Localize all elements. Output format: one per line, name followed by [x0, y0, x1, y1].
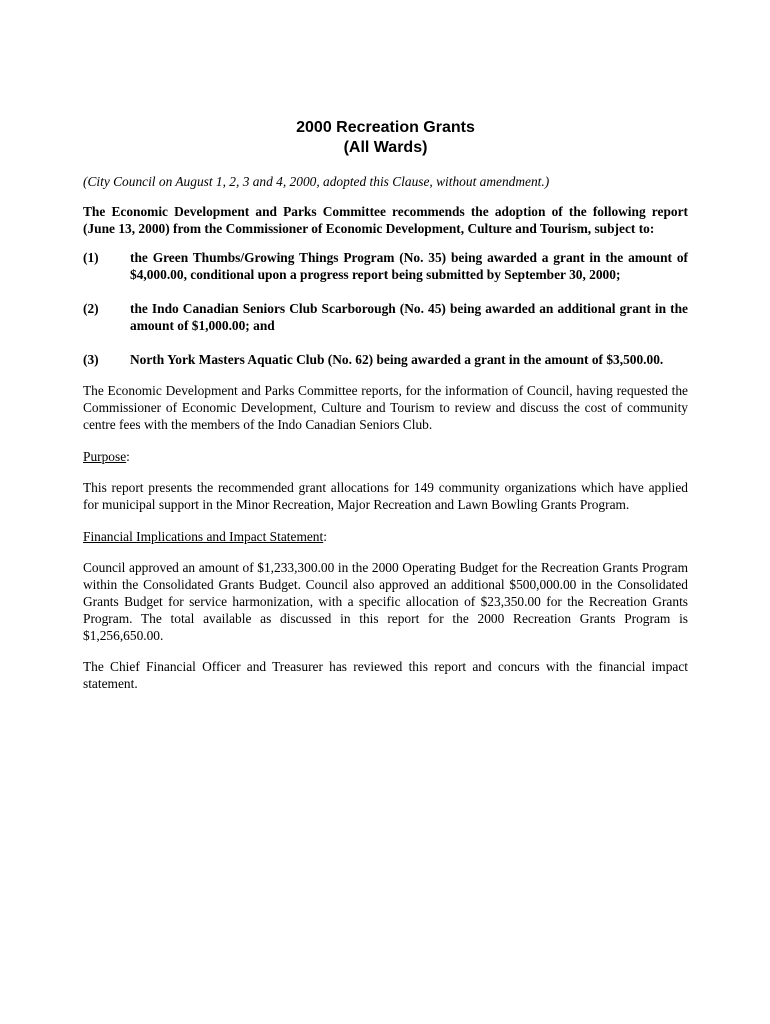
council-adoption-note: (City Council on August 1, 2, 3 and 4, 2000, adopted this Clause, without amendment.) [83, 174, 550, 189]
recommendation-text: the Indo Canadian Seniors Club Scarborough (No. 45) being awarded an additional grant in the amount of $1,000.00; and [130, 301, 688, 333]
document-title [83, 118, 688, 158]
recommendation-item [83, 300, 688, 334]
recommendation-item [83, 351, 688, 368]
recommendation-number: (2) [83, 301, 99, 316]
recommendation-number: (1) [83, 250, 99, 265]
committee-recommendation-intro: The Economic Development and Parks Committee recommends the adoption of the following report (June 13, 2000) from the Commissioner of Economic Development, Culture and Tourism, subject to: [83, 204, 688, 236]
financial-paragraph-2: The Chief Financial Officer and Treasurer has reviewed this report and concurs with the financial impact statement. [83, 659, 688, 691]
financial-heading: Financial Implications and Impact Statement: [83, 529, 327, 544]
recommendation-number: (3) [83, 352, 99, 367]
title-line-1: 2000 Recreation Grants [296, 119, 475, 136]
recommendation-text: the Green Thumbs/Growing Things Program (No. 35) being awarded a grant in the amount of $4,000.00, conditional upon a progress report being submitted by September 30, 2000; [130, 250, 688, 282]
committee-report-paragraph: The Economic Development and Parks Committee reports, for the information of Council, having requested the Commissioner of Economic Development, Culture and Tourism to review and discuss the cost of community centre fees with the members of the Indo Canadian Seniors Club. [83, 383, 688, 432]
document-page [83, 118, 688, 692]
purpose-heading: Purpose: [83, 449, 130, 464]
title-line-2: (All Wards) [343, 139, 428, 156]
recommendation-list [83, 249, 688, 368]
purpose-paragraph: This report presents the recommended grant allocations for 149 community organizations which have applied for municipal support in the Minor Recreation, Major Recreation and Lawn Bowling Grants Program. [83, 480, 688, 512]
purpose-heading-label: Purpose [83, 449, 127, 464]
financial-paragraph-1: Council approved an amount of $1,233,300.00 in the 2000 Operating Budget for the Recreation Grants Program within the Consolidated Grants Budget. Council also approved an additional $500,000.00 in the Consolidated Grants Budget for service harmonization, with a specific allocation of $23,350.00 for the Recreation Grants Program. The total available as discussed in this report for the 2000 Recreation Grants Program is $1,256,650.00. [83, 560, 688, 643]
recommendation-item [83, 249, 688, 283]
recommendation-text: North York Masters Aquatic Club (No. 62) being awarded a grant in the amount of $3,500.00. [130, 352, 664, 367]
financial-heading-label: Financial Implications and Impact Statement [83, 529, 324, 544]
